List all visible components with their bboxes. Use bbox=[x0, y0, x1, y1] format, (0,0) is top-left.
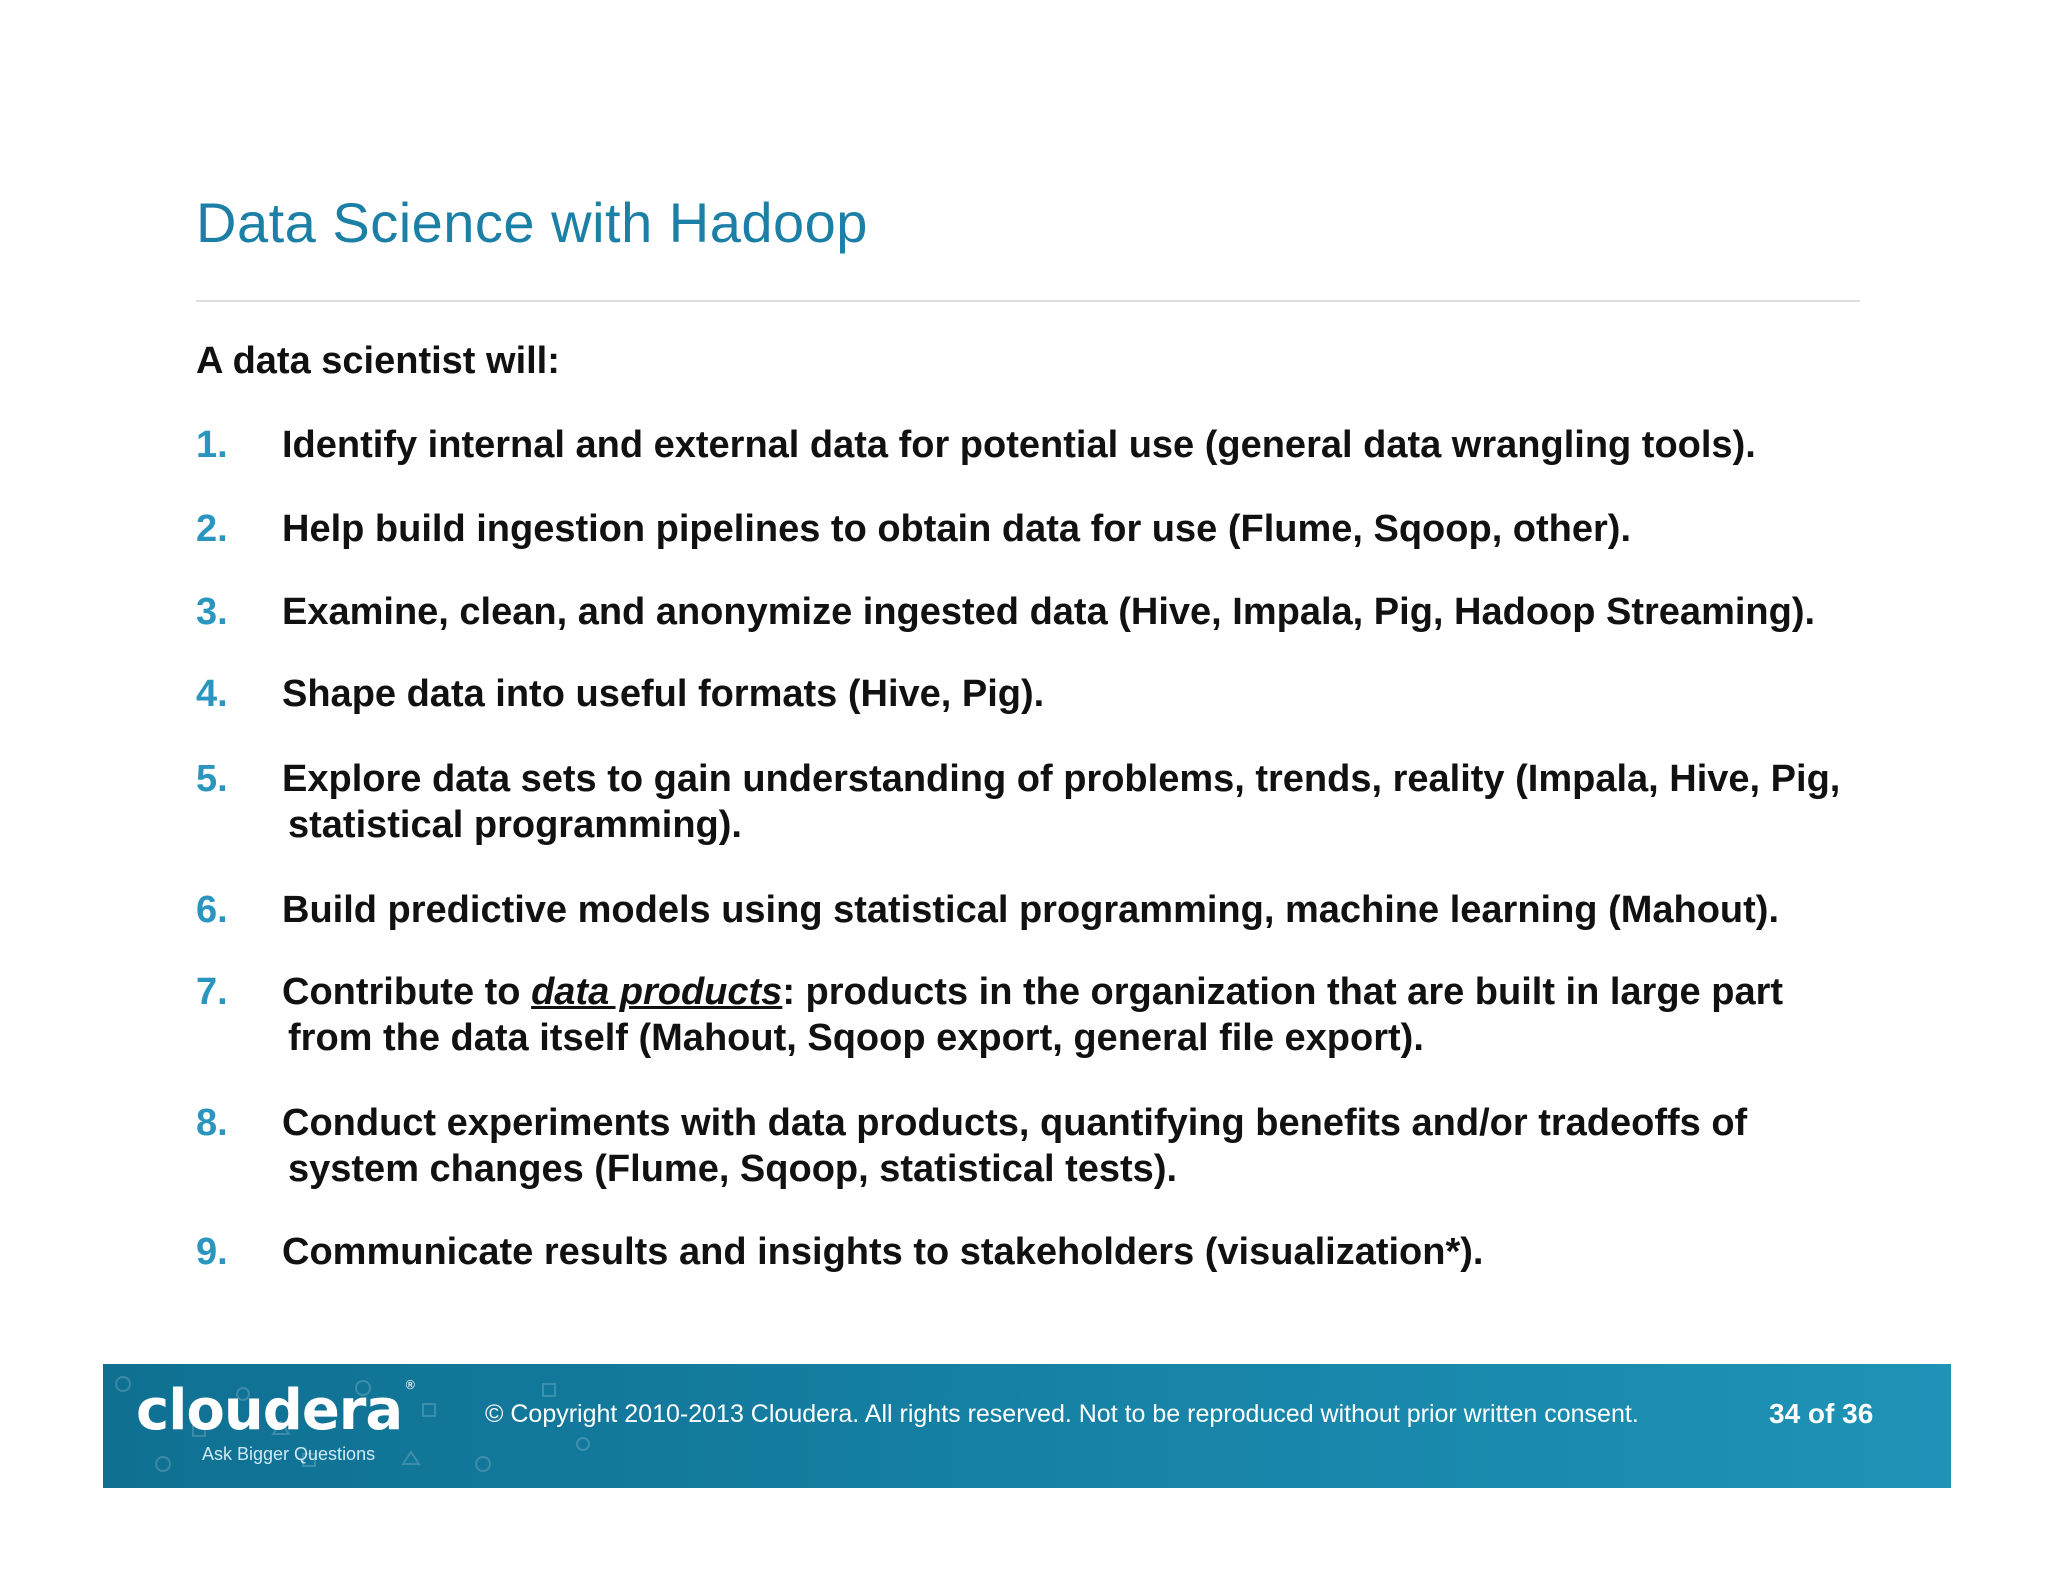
list-text-segment: Contribute to bbox=[282, 971, 532, 1013]
list-number: 9. bbox=[196, 1231, 228, 1273]
copyright-notice: © Copyright 2010-2013 Cloudera. All rights reserved. Not to be reproduced without prior written consent. bbox=[485, 1400, 1639, 1428]
list-text-line: statistical programming). bbox=[288, 804, 742, 846]
list-number: 5. bbox=[196, 758, 228, 800]
list-text-line: Conduct experiments with data products, quantifying benefits and/or tradeoffs of bbox=[282, 1102, 1748, 1144]
list-text: Examine, clean, and anonymize ingested data (Hive, Impala, Pig, Hadoop Streaming). bbox=[282, 591, 1816, 633]
list-text: Identify internal and external data for potential use (general data wrangling tools). bbox=[282, 424, 1756, 466]
list-item bbox=[196, 756, 1876, 848]
page-number: 34 of 36 bbox=[1769, 1398, 1874, 1429]
list-text: Shape data into useful formats (Hive, Pig). bbox=[282, 673, 1045, 715]
list-number: 6. bbox=[196, 889, 228, 931]
list-item bbox=[196, 671, 1876, 717]
list-item bbox=[196, 1100, 1876, 1192]
footer-bar bbox=[103, 1364, 1951, 1488]
data-products-term: data products bbox=[531, 971, 783, 1013]
title-divider bbox=[196, 300, 1860, 302]
cloudera-logo bbox=[136, 1378, 415, 1443]
list-number: 8. bbox=[196, 1102, 228, 1144]
logo-tagline: Ask Bigger Questions bbox=[202, 1444, 376, 1464]
list-text bbox=[282, 969, 1882, 1061]
registered-mark: ® bbox=[404, 1378, 416, 1392]
list-text bbox=[282, 1100, 1882, 1192]
list-text: Help build ingestion pipelines to obtain data for use (Flume, Sqoop, other). bbox=[282, 508, 1632, 550]
logo-wordmark: cloudera bbox=[136, 1378, 403, 1443]
list-text-line: Explore data sets to gain understanding of problems, trends, reality (Impala, Hive, Pig, bbox=[282, 758, 1841, 800]
list-item bbox=[196, 589, 1876, 635]
list-number: 1. bbox=[196, 424, 228, 466]
list-text: Build predictive models using statistical programming, machine learning (Mahout). bbox=[282, 889, 1780, 931]
intro-text: A data scientist will: bbox=[196, 340, 560, 382]
list-item bbox=[196, 422, 1876, 468]
list-text bbox=[282, 756, 1882, 848]
list-item bbox=[196, 1229, 1876, 1275]
list-number: 3. bbox=[196, 591, 228, 633]
list-item bbox=[196, 969, 1876, 1061]
list-text: Communicate results and insights to stakeholders (visualization*). bbox=[282, 1231, 1484, 1273]
list-number: 2. bbox=[196, 508, 228, 550]
list-text-line: system changes (Flume, Sqoop, statistical tests). bbox=[288, 1148, 1178, 1190]
list-text-line: from the data itself (Mahout, Sqoop export, general file export). bbox=[288, 1017, 1424, 1059]
list-item bbox=[196, 506, 1876, 552]
slide-title: Data Science with Hadoop bbox=[196, 191, 868, 254]
list-text-segment: : products in the organization that are built in large part bbox=[782, 971, 1784, 1013]
list-number: 4. bbox=[196, 673, 228, 715]
list-item bbox=[196, 887, 1876, 933]
list-number: 7. bbox=[196, 971, 228, 1013]
